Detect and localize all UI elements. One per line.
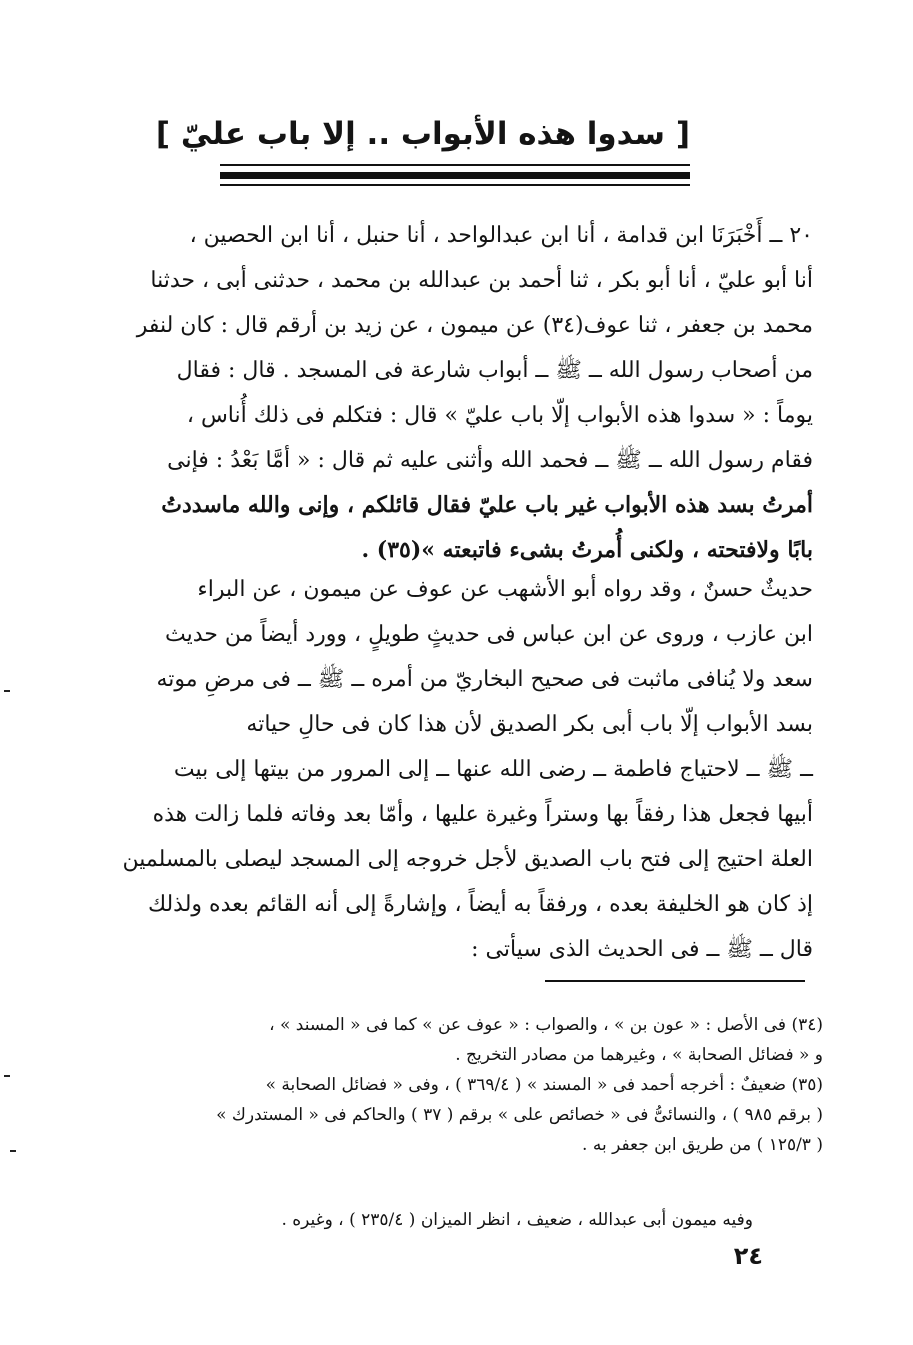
title-divider-thick [220,172,690,179]
footnote-line: (٣٥) ضعيفٌ : أخرجه أحمد فى « المسند » ( ٣٦٩/٤ ) ، وفى « فضائل الصحابة » [265,1075,823,1095]
hadith-line: فقام رسول الله ــ ﷺ ــ فحمد الله وأثنى عليه ثم قال : « أمَّا بَعْدُ : فإنى [167,448,813,473]
footnote-line: و « فضائل الصحابة » ، وغيرهما من مصادر التخريج . [455,1045,823,1065]
chapter-title: [ سدوا هذه الأبواب .. إلا باب عليّ ] [155,116,690,152]
commentary-line: العلة احتيج إلى فتح باب الصديق لأجل خروجه إلى المسجد ليصلى بالمسلمين [122,847,813,872]
title-divider-thin [220,164,690,166]
commentary-line: بسد الأبواب إلّا باب أبى بكر الصديق لأن هذا كان فى حالِ حياته [246,712,813,737]
commentary-line: أبيها فجعل هذا رفقاً بها وستراً وغيرة عليها ، وأمّا بعد وفاته فلما زالت هذه [152,802,813,827]
scan-margin-mark [4,690,10,692]
footnotes [103,1010,823,1160]
commentary-line: ابن عازب ، وروى عن ابن عباس فى حديثٍ طويلٍ ، وورد أيضاً من حديث [164,622,813,647]
hadith-line: أمرتُ بسد هذه الأبواب غير باب عليّ فقال قائلكم ، وإنى والله ماسددتُ [161,492,813,518]
hadith-line: يوماً : « سدوا هذه الأبواب إلّا باب عليّ » قال : فتكلم فى ذلك أُناس ، [186,403,813,428]
hadith-line: بابًا ولافتحته ، ولكنى أُمرتُ بشىء فاتبعته »(٣٥) . [361,537,813,563]
commentary-line: إذ كان هو الخليفة بعده ، ورفقاً به أيضاً ، وإشارةً إلى أنه القائم بعده ولذلك [147,892,813,917]
footnote-line: ( ١٢٥/٣ ) من طريق ابن جعفر به . [582,1135,823,1155]
commentary-line: ــ ﷺ ــ لاحتياج فاطمة ــ رضى الله عنها ــ إلى المرور من بيتها إلى بيت [173,757,813,782]
hadith-line: محمد بن جعفر ، ثنا عوف(٣٤) عن ميمون ، عن زيد بن أرقم قال : كان لنفر [136,313,813,338]
commentary-line: حديثٌ حسنٌ ، وقد رواه أبو الأشهب عن عوف عن ميمون ، عن البراء [197,577,813,602]
commentary-line: سعد ولا يُنافى ماثبت فى صحيح البخاريّ من أمره ــ ﷺ ــ فى مرضِ موته [156,667,813,692]
hadith-line: من أصحاب رسول الله ــ ﷺ ــ أبواب شارعة فى المسجد . قال : فقال [176,358,813,383]
footnote-line: (٣٤) فى الأصل : « عون بن » ، والصواب : « عوف عن » كما فى « المسند » ، [269,1015,823,1035]
page-number: ٢٤ [733,1242,763,1270]
commentary-paragraph [113,567,813,972]
scan-margin-mark [4,1075,10,1077]
footnote-line: ( برقم ٩٨٥ ) ، والنسائىُّ فى « خصائص على » برقم ( ٣٧ ) والحاكم فى « المستدرك » [216,1105,823,1125]
hadith-paragraph [113,213,813,573]
hadith-line: ٢٠ ــ أَخْبَرَنَا ابن قدامة ، أنا ابن عبدالواحد ، أنا حنبل ، أنا ابن الحصين ، [189,223,813,248]
commentary-line: قال ــ ﷺ ــ فى الحديث الذى سيأتى : [471,937,813,962]
scan-margin-mark [10,1150,16,1152]
footnote-extra: وفيه ميمون أبى عبدالله ، ضعيف ، انظر الميزان ( ٢٣٥/٤ ) ، وغيره . [281,1210,753,1230]
hadith-line: أنا أبو عليّ ، أنا أبو بكر ، ثنا أحمد بن عبدالله بن محمد ، حدثنى أبى ، حدثنا [150,268,813,293]
footnote-divider [545,980,805,982]
title-divider-thin-lower [220,184,690,186]
